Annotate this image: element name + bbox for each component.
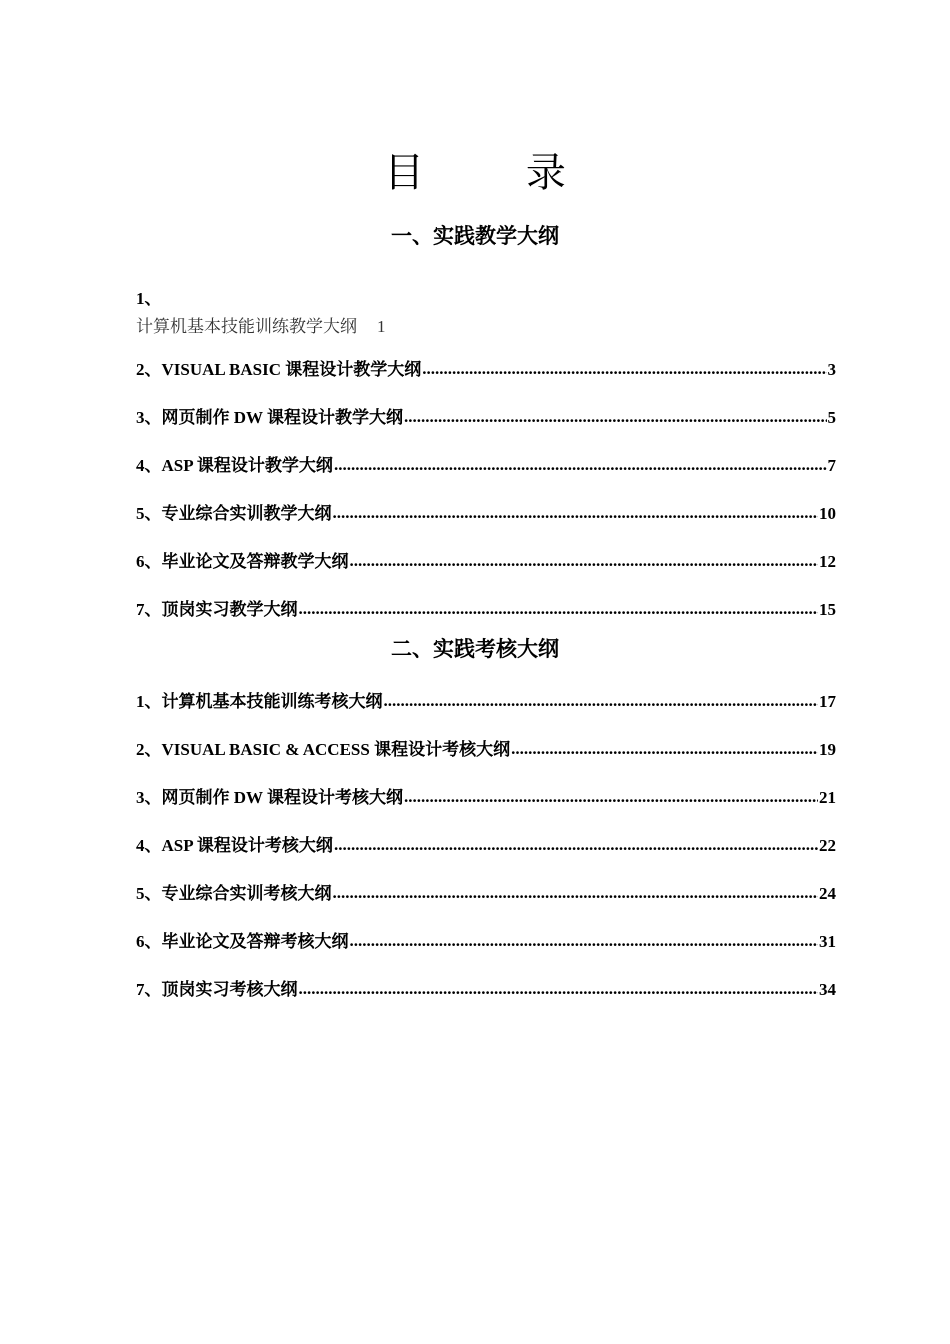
toc-entry-number: 2、 (136, 740, 162, 759)
toc-entry-label: 毕业论文及答辩考核大纲 (161, 932, 349, 951)
toc-entry-label: 专业综合实训考核大纲 (161, 884, 332, 903)
toc-entry-link[interactable] (136, 405, 836, 431)
dot-leader (422, 356, 826, 382)
toc-entry-page: 1 (377, 317, 386, 336)
toc-entry-number: 3、 (136, 788, 162, 807)
toc-entry-label: VISUAL BASIC 课程设计教学大纲 (161, 360, 422, 379)
toc-entry-label: 计算机基本技能训练考核大纲 (161, 692, 383, 711)
toc-entry-link[interactable] (136, 597, 836, 623)
toc-entry-page: 3 (827, 360, 836, 379)
toc-entry-label: 网页制作 DW 课程设计教学大纲 (161, 408, 403, 427)
toc-entry-link[interactable] (136, 315, 386, 339)
toc-entry-page: 7 (827, 456, 836, 475)
toc-entry-number: 3、 (136, 408, 162, 427)
dot-leader (404, 404, 827, 430)
toc-entry-page: 21 (819, 788, 836, 807)
toc-entry-label: 网页制作 DW 课程设计考核大纲 (161, 788, 403, 807)
toc-entry-page: 12 (819, 552, 836, 571)
toc-entry-label: 顶岗实习考核大纲 (161, 980, 298, 999)
toc-entry-number: 2、 (136, 360, 162, 379)
toc-entry-page: 15 (819, 600, 836, 619)
toc-entry-page: 22 (819, 836, 836, 855)
toc-entry-page: 19 (819, 740, 836, 759)
toc-entry-number: 7、 (136, 600, 162, 619)
toc-entry-page: 5 (827, 408, 836, 427)
toc-entry-link[interactable] (136, 929, 836, 955)
dot-leader (350, 928, 819, 954)
toc-entry-link[interactable] (136, 881, 836, 907)
toc-entry-link[interactable] (136, 501, 836, 527)
toc-entry-link[interactable] (136, 357, 836, 383)
toc-entry-page: 24 (819, 884, 836, 903)
toc-entry-label: ASP 课程设计教学大纲 (161, 456, 333, 475)
toc-entry-number: 1、 (136, 289, 162, 308)
toc-entry-label: VISUAL BASIC & ACCESS 课程设计考核大纲 (161, 740, 511, 759)
dot-leader (334, 452, 827, 478)
toc-entry-link[interactable] (136, 689, 836, 715)
toc-entry-label: 计算机基本技能训练教学大纲 (136, 317, 357, 336)
toc-entry-number: 5、 (136, 504, 162, 523)
toc-entry-number: 7、 (136, 980, 162, 999)
dot-leader (384, 688, 819, 714)
toc-entry-label: 毕业论文及答辩教学大纲 (161, 552, 349, 571)
toc-entry-label: 顶岗实习教学大纲 (161, 600, 298, 619)
toc-entry-number: 6、 (136, 932, 162, 951)
toc-entry-link[interactable] (136, 453, 836, 479)
toc-entry-link[interactable] (136, 737, 836, 763)
toc-entry-number: 5、 (136, 884, 162, 903)
dot-leader (333, 880, 819, 906)
toc-entry-number: 6、 (136, 552, 162, 571)
toc-entry-number: 1、 (136, 692, 162, 711)
dot-leader (404, 784, 818, 810)
toc-entry-page: 31 (819, 932, 836, 951)
toc-entry-page: 17 (819, 692, 836, 711)
dot-leader (299, 976, 819, 1002)
toc-entry-link[interactable] (136, 549, 836, 575)
toc-entry-link[interactable] (136, 977, 836, 1003)
toc-entry-link[interactable] (136, 785, 836, 811)
toc-entry-page: 34 (819, 980, 836, 999)
toc-entry-number: 4、 (136, 836, 162, 855)
toc-title: 目 录 (384, 150, 566, 196)
section-heading-assessment: 二、实践考核大纲 (391, 637, 559, 661)
toc-entry-page: 10 (819, 504, 836, 523)
dot-leader (334, 832, 818, 858)
dot-leader (333, 500, 819, 526)
dot-leader (350, 548, 819, 574)
dot-leader (511, 736, 818, 762)
toc-entry-label: 专业综合实训教学大纲 (161, 504, 332, 523)
toc-entry-number: 4、 (136, 456, 162, 475)
toc-entry-label: ASP 课程设计考核大纲 (161, 836, 333, 855)
dot-leader (299, 596, 819, 622)
toc-entry-link[interactable] (136, 833, 836, 859)
section-heading-teaching: 一、实践教学大纲 (391, 224, 559, 248)
